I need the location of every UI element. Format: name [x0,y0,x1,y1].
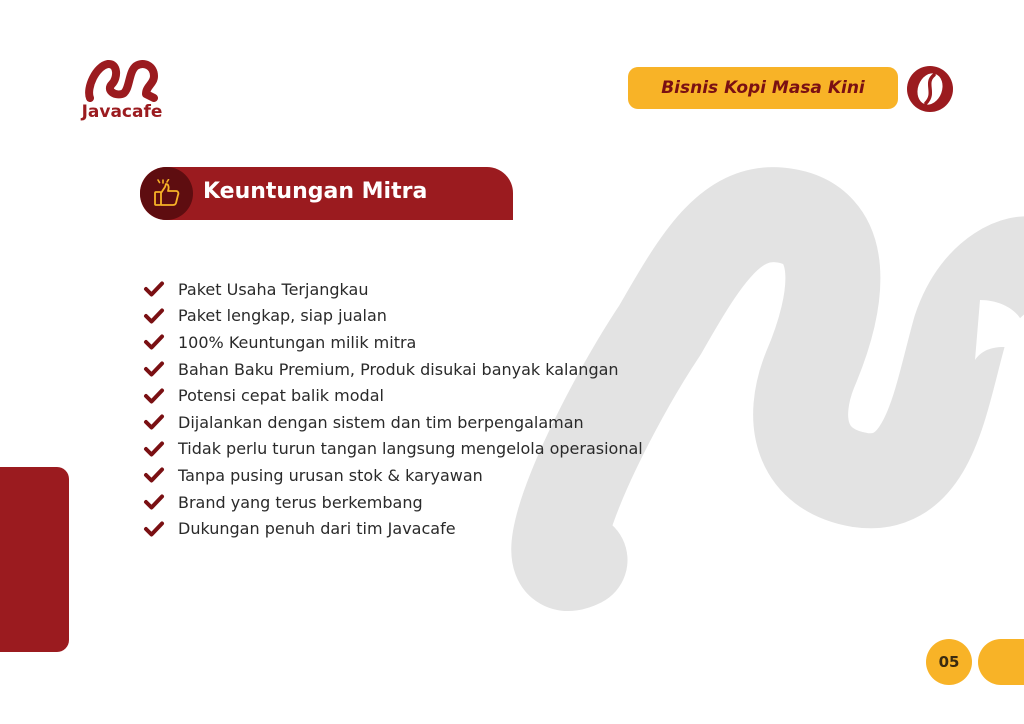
brand-logo [76,58,168,128]
logo-mark-icon [84,58,160,102]
list-item-text: Dijalankan dengan sistem dan tim berpengalaman [178,412,584,432]
list-item-text: Brand yang terus berkembang [178,492,423,512]
list-item [143,356,643,383]
list-item [143,382,643,409]
list-item [143,329,643,356]
check-icon [143,440,165,458]
list-item [143,409,643,436]
brand-name: Javacafe [81,102,163,122]
check-icon [143,493,165,511]
list-item [143,276,643,303]
section-icon-badge [140,167,193,220]
coffee-bean-icon [916,71,944,107]
check-icon [143,333,165,351]
list-item-text: Paket lengkap, siap jualan [178,306,387,326]
page-number: 05 [926,639,972,685]
check-icon [143,466,165,484]
tagline-banner [628,67,898,109]
page-decoration-pill [978,639,1024,685]
list-item-text: Dukungan penuh dari tim Javacafe [178,519,456,539]
list-item-text: 100% Keuntungan milik mitra [178,332,417,352]
list-item-text: Bahan Baku Premium, Produk disukai banyak kalangan [178,359,619,379]
check-icon [143,360,165,378]
section-title: Keuntungan Mitra [203,179,428,204]
check-icon [143,520,165,538]
tagline-text: Bisnis Kopi Masa Kini [661,78,865,98]
benefits-list [143,276,643,542]
list-item [143,303,643,330]
section-header [140,167,513,220]
coffee-bean-badge [907,66,953,112]
list-item [143,489,643,516]
list-item-text: Paket Usaha Terjangkau [178,279,369,299]
list-item-text: Potensi cepat balik modal [178,386,384,406]
list-item-text: Tanpa pusing urusan stok & karyawan [178,465,483,485]
list-item-text: Tidak perlu turun tangan langsung mengelola operasional [178,439,643,459]
decorative-side-bar [0,467,69,652]
list-item [143,462,643,489]
list-item [143,436,643,463]
check-icon [143,280,165,298]
thumbs-up-icon [152,179,182,209]
list-item [143,515,643,542]
check-icon [143,387,165,405]
check-icon [143,307,165,325]
check-icon [143,413,165,431]
